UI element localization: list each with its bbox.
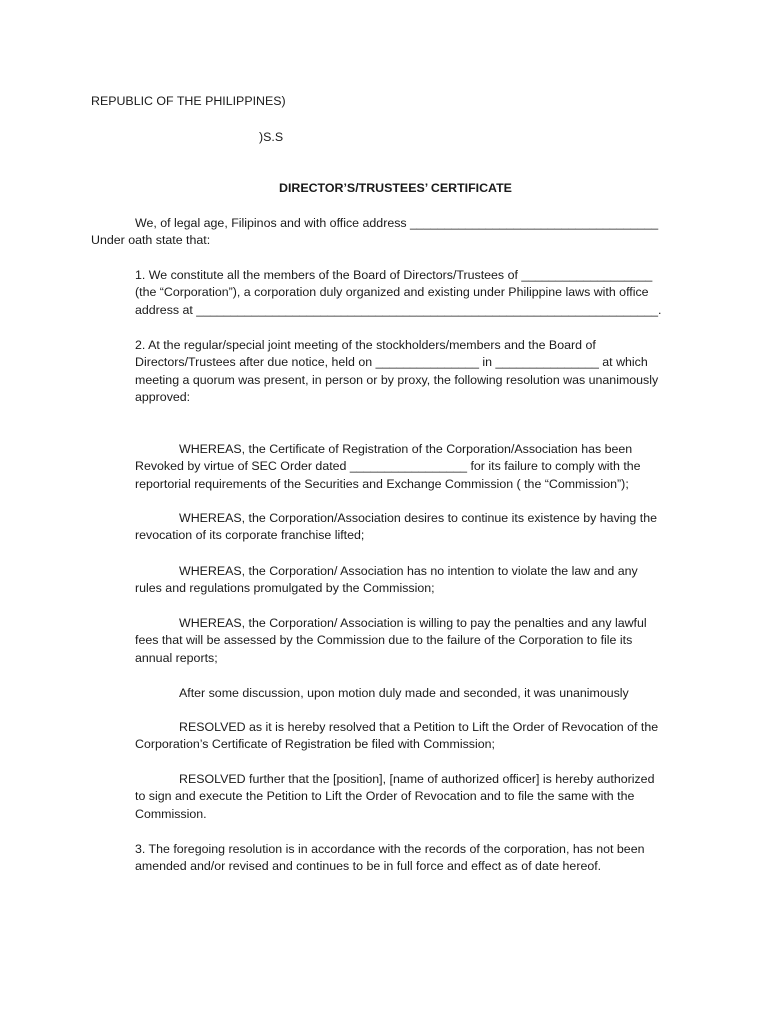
paragraph-line: [135, 563, 638, 580]
item-3-paragraph: [135, 841, 644, 876]
paragraph-line: fees that will be assessed by the Commission due to the failure of the Corporation to file its: [135, 633, 633, 648]
intro-paragraph: [91, 215, 658, 250]
paragraph-line-text: WHEREAS, the Corporation/ Association has no intention to violate the law and any: [179, 564, 638, 578]
paragraph-line: [135, 441, 641, 458]
whereas-4-paragraph: [135, 615, 647, 667]
ss-heading: )S.S: [259, 130, 284, 144]
paragraph-line: [135, 615, 647, 632]
intro-line: [91, 215, 658, 232]
resolved-2-paragraph: [135, 771, 654, 823]
paragraph-line-text: RESOLVED further that the [position], [name of authorized officer] is hereby authorized: [179, 772, 655, 786]
whereas-2-paragraph: [135, 510, 657, 545]
intro-line: Under oath state that:: [91, 233, 211, 248]
paragraph-line: Corporation’s Certificate of Registration be filed with Commission;: [135, 737, 495, 752]
paragraph-line-text: After some discussion, upon motion duly made and seconded, it was unanimously: [179, 686, 629, 700]
paragraph-line: amended and/or revised and continues to be in full force and effect as of date hereof.: [135, 859, 602, 874]
paragraph-line: meeting a quorum was present, in person or by proxy, the following resolution was unanimously: [135, 372, 659, 387]
paragraph-line-text: WHEREAS, the Corporation/ Association is willing to pay the penalties and any lawful: [179, 616, 647, 630]
paragraph-line: rules and regulations promulgated by the Commission;: [135, 581, 435, 596]
item-1-paragraph: [135, 267, 661, 319]
paragraph-line-text: WHEREAS, the Corporation/Association desires to continue its existence by having the: [179, 511, 657, 525]
paragraph-line: annual reports;: [135, 650, 218, 665]
paragraph-line-text: WHEREAS, the Certificate of Registration of the Corporation/Association has been: [179, 442, 633, 456]
paragraph-line: 2. At the regular/special joint meeting of the stockholders/members and the Board of: [135, 338, 596, 352]
whereas-3-paragraph: [135, 563, 638, 598]
discussion-paragraph: [135, 685, 629, 702]
paragraph-line: [135, 685, 629, 702]
paragraph-line: [135, 719, 658, 736]
paragraph-line: address at ___________________________________________________________________.: [135, 302, 662, 317]
paragraph-line: (the “Corporation”), a corporation duly organized and existing under Philippine laws with office: [135, 285, 649, 300]
paragraph-line: approved:: [135, 390, 191, 405]
paragraph-line-text: RESOLVED as it is hereby resolved that a Petition to Lift the Order of Revocation of the: [179, 720, 659, 734]
paragraph-line: Commission.: [135, 806, 207, 821]
paragraph-line: revocation of its corporate franchise lifted;: [135, 528, 365, 543]
resolved-1-paragraph: [135, 719, 658, 754]
paragraph-line: 1. We constitute all the members of the Board of Directors/Trustees of ___________________: [135, 268, 653, 282]
document-title: DIRECTOR’S/TRUSTEES’ CERTIFICATE: [279, 181, 512, 195]
paragraph-line: to sign and execute the Petition to Lift the Order of Revocation and to file the same with the: [135, 789, 635, 804]
paragraph-line: [135, 510, 657, 527]
republic-heading: REPUBLIC OF THE PHILIPPINES): [91, 94, 286, 108]
whereas-1-paragraph: [135, 441, 641, 493]
intro-line-text: We, of legal age, Filipinos and with office address ____________________________________: [135, 216, 659, 230]
item-2-paragraph: [135, 337, 658, 407]
paragraph-line: reportorial requirements of the Securities and Exchange Commission ( the “Commission”);: [135, 476, 629, 491]
paragraph-line: 3. The foregoing resolution is in accordance with the records of the corporation, has not been: [135, 842, 645, 856]
paragraph-line: Revoked by virtue of SEC Order dated _________________ for its failure to comply with the: [135, 459, 641, 474]
paragraph-line: Directors/Trustees after due notice, held on _______________ in _______________ at which: [135, 355, 648, 370]
paragraph-line: [135, 771, 654, 788]
